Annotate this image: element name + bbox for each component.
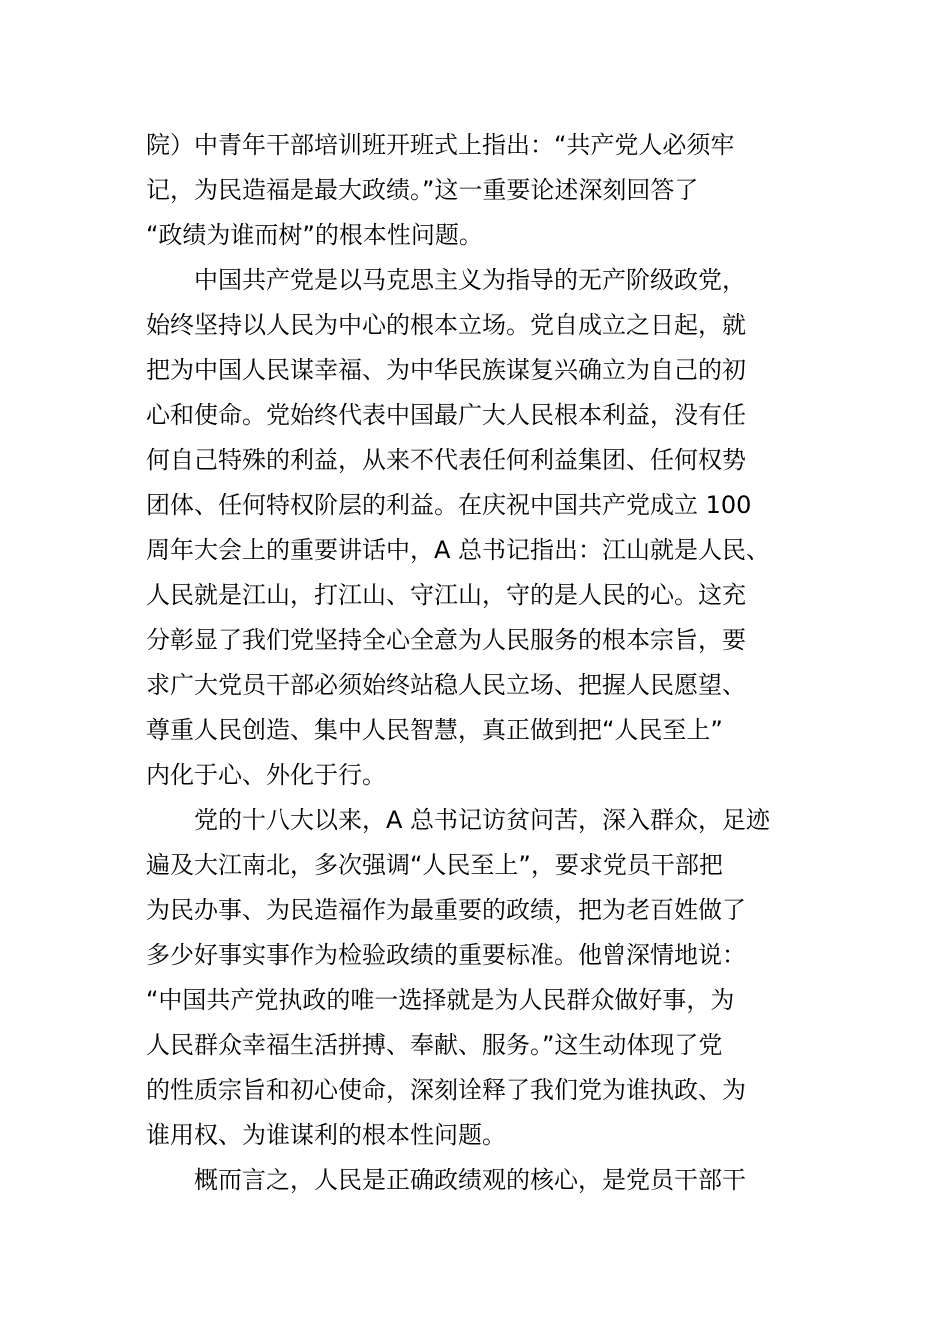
text-line: 内化于心、外化于行。 bbox=[146, 761, 386, 789]
text-line: 始终坚持以人民为中心的根本立场。党自成立之日起，就 bbox=[146, 311, 746, 339]
paragraph-first-line: 党的十八大以来，A 总书记访贫问苦，深入群众，足迹 bbox=[194, 806, 771, 834]
paragraph-first-line: 概而言之，人民是正确政绩观的核心，是党员干部干 bbox=[194, 1166, 746, 1194]
text-line: 多少好事实事作为检验政绩的重要标准。他曾深情地说： bbox=[146, 941, 746, 969]
text-line: “政绩为谁而树”的根本性问题。 bbox=[146, 221, 483, 249]
text-line: 把为中国人民谋幸福、为中华民族谋复兴确立为自己的初 bbox=[146, 356, 746, 384]
text-line: 何自己特殊的利益，从来不代表任何利益集团、任何权势 bbox=[146, 446, 746, 474]
text-line: 记，为民造福是最大政绩。”这一重要论述深刻回答了 bbox=[146, 176, 699, 204]
text-line: 为民办事、为民造福作为最重要的政绩，把为老百姓做了 bbox=[146, 896, 746, 924]
text-line: 人民就是江山，打江山、守江山，守的是人民的心。这充 bbox=[146, 581, 746, 609]
paragraph-first-line: 中国共产党是以马克思主义为指导的无产阶级政党， bbox=[194, 266, 746, 294]
text-line: 心和使命。党始终代表中国最广大人民根本利益，没有任 bbox=[146, 401, 746, 429]
text-line: 的性质宗旨和初心使命，深刻诠释了我们党为谁执政、为 bbox=[146, 1076, 746, 1104]
text-line: 院）中青年干部培训班开班式上指出：“共产党人必须牢 bbox=[146, 131, 735, 159]
text-line: 遍及大江南北，多次强调“人民至上”，要求党员干部把 bbox=[146, 851, 723, 879]
text-line: 周年大会上的重要讲话中，A 总书记指出：江山就是人民、 bbox=[146, 536, 771, 564]
text-line: 人民群众幸福生活拼搏、奉献、服务。”这生动体现了党 bbox=[146, 1031, 723, 1059]
text-line: 分彰显了我们党坚持全心全意为人民服务的根本宗旨，要 bbox=[146, 626, 746, 654]
text-line: 求广大党员干部必须始终站稳人民立场、把握人民愿望、 bbox=[146, 671, 746, 699]
document-body bbox=[146, 123, 811, 1203]
text-line: 尊重人民创造、集中人民智慧，真正做到把“人民至上” bbox=[146, 716, 723, 744]
text-line: 谁用权、为谁谋利的根本性问题。 bbox=[146, 1121, 506, 1149]
text-line: “中国共产党执政的唯一选择就是为人民群众做好事，为 bbox=[146, 986, 735, 1014]
text-line: 团体、任何特权阶层的利益。在庆祝中国共产党成立 100 bbox=[146, 491, 752, 519]
